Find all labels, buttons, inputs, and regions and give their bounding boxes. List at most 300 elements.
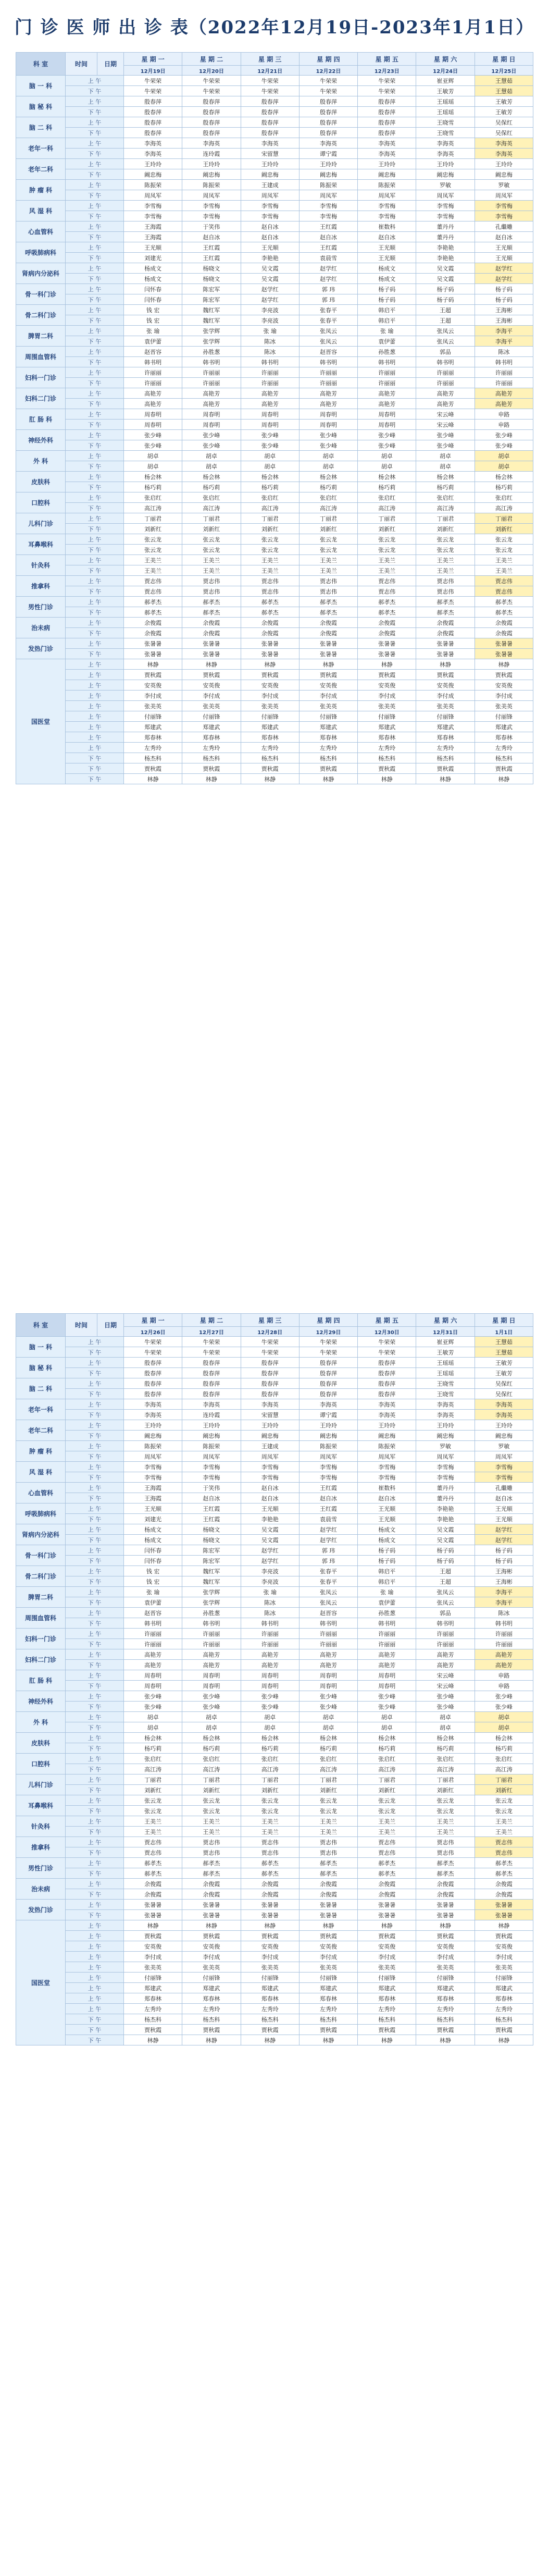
dept-name: 心血管科 — [16, 221, 66, 242]
doctor-cell: 张美英 — [299, 701, 357, 711]
doctor-cell: 王美兰 — [299, 1816, 357, 1827]
doctor-cell: 阚忠梅 — [416, 1431, 475, 1441]
doctor-cell: 李海平 — [475, 336, 533, 347]
doctor-cell: 陈宏军 — [182, 284, 241, 294]
doctor-cell: 郭品 — [416, 347, 475, 357]
period-label: 上 午 — [66, 597, 124, 607]
doctor-cell: 杨杰科 — [416, 2014, 475, 2025]
doctor-cell: 张凤云 — [299, 1587, 357, 1597]
doctor-cell: 牛荣荣 — [358, 86, 416, 96]
doctor-cell: 吴文霞 — [241, 274, 299, 284]
doctor-cell: 周春明 — [241, 409, 299, 420]
doctor-cell: 丁丽君 — [182, 513, 241, 524]
doctor-cell: 贾志伟 — [182, 576, 241, 586]
table-row — [16, 367, 533, 378]
doctor-cell: 张启红 — [124, 492, 182, 503]
doctor-cell: 殷春萍 — [241, 1368, 299, 1378]
doctor-cell: 赵自冰 — [182, 1493, 241, 1503]
doctor-cell: 郝孝杰 — [358, 597, 416, 607]
doctor-cell: 罗敏 — [475, 1441, 533, 1451]
doctor-cell: 余俊霞 — [241, 1889, 299, 1900]
doctor-cell: 王玲玲 — [241, 159, 299, 169]
doctor-cell: 张凤云 — [299, 326, 357, 336]
doctor-cell: 张启红 — [299, 492, 357, 503]
doctor-cell: 于笑伟 — [182, 1483, 241, 1493]
doctor-cell: 殷春萍 — [182, 1378, 241, 1389]
doctor-cell: 王超 — [416, 315, 475, 326]
table-row — [16, 1900, 533, 1910]
doctor-cell: 牛荣荣 — [241, 76, 299, 86]
doctor-cell: 李付成 — [299, 1952, 357, 1962]
doctor-cell: 杨巧莉 — [358, 482, 416, 492]
doctor-cell: 宋留慧 — [241, 1410, 299, 1420]
doctor-cell: 王美兰 — [241, 555, 299, 565]
dept-name: 男性门诊 — [16, 597, 66, 618]
doctor-cell: 贾秋霞 — [416, 670, 475, 680]
doctor-cell: 殷春萍 — [358, 1378, 416, 1389]
doctor-cell: 郝孝杰 — [475, 1858, 533, 1868]
period-label: 上 午 — [66, 1962, 124, 1973]
doctor-cell: 申路 — [475, 420, 533, 430]
doctor-cell: 董丹丹 — [416, 221, 475, 232]
period-label: 上 午 — [66, 1941, 124, 1952]
doctor-cell: 袁伊蕾 — [124, 336, 182, 347]
doctor-cell: 张启红 — [475, 492, 533, 503]
doctor-cell: 许丽丽 — [416, 367, 475, 378]
doctor-cell: 许丽丽 — [475, 378, 533, 388]
doctor-cell: 韩书明 — [124, 1618, 182, 1629]
doctor-cell: 李海平 — [475, 1587, 533, 1597]
dept-name: 发热门诊 — [16, 1900, 66, 1920]
doctor-cell: 赵学红 — [299, 274, 357, 284]
doctor-cell: 杨晓文 — [182, 263, 241, 274]
doctor-cell: 郑建武 — [299, 722, 357, 732]
doctor-cell: 韩书明 — [358, 1618, 416, 1629]
doctor-cell: 王慧茹 — [475, 1347, 533, 1358]
doctor-cell: 张云龙 — [124, 1795, 182, 1806]
doctor-cell: 杨杰科 — [182, 2014, 241, 2025]
doctor-cell: 付丽锋 — [182, 711, 241, 722]
doctor-cell: 付丽锋 — [299, 1973, 357, 1983]
doctor-cell: 林静 — [299, 659, 357, 670]
doctor-cell: 高艳芳 — [299, 388, 357, 399]
period-label: 下 午 — [66, 545, 124, 555]
doctor-cell: 殷春萍 — [358, 117, 416, 128]
doctor-cell: 王美兰 — [299, 1827, 357, 1837]
doctor-cell: 牛荣荣 — [124, 1337, 182, 1347]
doctor-cell: 张美英 — [299, 1962, 357, 1973]
doctor-cell: 殷春萍 — [182, 117, 241, 128]
doctor-cell: 张云龙 — [182, 1806, 241, 1816]
period-label: 上 午 — [66, 680, 124, 691]
doctor-cell: 王美兰 — [475, 1827, 533, 1837]
dept-name: 呼吸肺病科 — [16, 1503, 66, 1524]
doctor-cell: 周春明 — [358, 1681, 416, 1691]
doctor-cell: 高艳芳 — [182, 388, 241, 399]
doctor-cell: 赵学红 — [299, 1524, 357, 1535]
doctor-cell: 韩书明 — [299, 1618, 357, 1629]
period-label: 上 午 — [66, 1712, 124, 1722]
doctor-cell: 张云龙 — [475, 1806, 533, 1816]
doctor-cell: 吴文霞 — [241, 263, 299, 274]
period-label: 上 午 — [66, 263, 124, 274]
doctor-cell: 张 瑜 — [124, 1587, 182, 1597]
doctor-cell: 丁丽君 — [124, 513, 182, 524]
doctor-cell: 胡卓 — [124, 1712, 182, 1722]
doctor-cell: 张美英 — [124, 1962, 182, 1973]
doctor-cell: 李艳艳 — [416, 242, 475, 253]
doctor-cell: 贾秋霞 — [358, 763, 416, 774]
table-row — [16, 1514, 533, 1524]
doctor-cell: 李海英 — [124, 149, 182, 159]
doctor-cell: 张暑暑 — [358, 1910, 416, 1920]
doctor-cell: 付丽锋 — [358, 711, 416, 722]
table-row — [16, 1827, 533, 1837]
doctor-cell: 李艳艳 — [241, 1514, 299, 1524]
doctor-cell: 闫怀春 — [124, 294, 182, 305]
dept-name: 推拿科 — [16, 576, 66, 597]
doctor-cell: 张 瑜 — [241, 326, 299, 336]
doctor-cell: 许丽丽 — [416, 378, 475, 388]
doctor-cell: 王美兰 — [124, 555, 182, 565]
period-label: 上 午 — [66, 1629, 124, 1639]
doctor-cell: 林静 — [358, 659, 416, 670]
doctor-cell: 李海英 — [124, 1399, 182, 1410]
doctor-cell: 赵学红 — [299, 1535, 357, 1545]
doctor-cell: 王晓雪 — [416, 128, 475, 138]
doctor-cell: 付丽锋 — [416, 1973, 475, 1983]
doctor-cell: 李海英 — [416, 138, 475, 149]
doctor-cell: 阚忠梅 — [416, 169, 475, 180]
doctor-cell: 胡卓 — [358, 1712, 416, 1722]
dept-name: 外 科 — [16, 1712, 66, 1733]
table-row — [16, 159, 533, 169]
doctor-cell: 贾秋霞 — [416, 1931, 475, 1941]
doctor-cell: 林静 — [475, 1920, 533, 1931]
doctor-cell: 林静 — [475, 774, 533, 784]
doctor-cell: 张学辉 — [182, 326, 241, 336]
doctor-cell: 杨成文 — [358, 1535, 416, 1545]
period-label: 上 午 — [66, 180, 124, 190]
table-row — [16, 451, 533, 461]
dept-name: 口腔科 — [16, 492, 66, 513]
header-date-value: 12月31日 — [416, 1327, 475, 1337]
doctor-cell: 孙胜葱 — [182, 1608, 241, 1618]
period-label: 上 午 — [66, 1754, 124, 1764]
doctor-cell: 王美兰 — [416, 565, 475, 576]
table-row — [16, 1337, 533, 1347]
doctor-cell: 胡卓 — [299, 1712, 357, 1722]
doctor-cell: 周凤军 — [299, 190, 357, 201]
table-row — [16, 1910, 533, 1920]
doctor-cell: 张少峰 — [299, 1691, 357, 1702]
doctor-cell: 张暑暑 — [124, 649, 182, 659]
doctor-cell: 郝孝杰 — [182, 1868, 241, 1879]
doctor-cell: 殷春萍 — [182, 96, 241, 107]
doctor-cell: 宋云峰 — [416, 1670, 475, 1681]
doctor-cell: 王海霞 — [124, 1483, 182, 1493]
period-label: 下 午 — [66, 232, 124, 242]
doctor-cell: 丁丽君 — [182, 1774, 241, 1785]
doctor-cell: 张暑暑 — [124, 638, 182, 649]
doctor-cell: 安英俊 — [475, 680, 533, 691]
doctor-cell: 余俊霞 — [358, 628, 416, 638]
doctor-cell: 赵自冰 — [358, 232, 416, 242]
doctor-cell: 张暑暑 — [475, 1910, 533, 1920]
doctor-cell: 赵自冰 — [475, 232, 533, 242]
doctor-cell: 陈振荣 — [124, 180, 182, 190]
doctor-cell: 杨杰科 — [358, 2014, 416, 2025]
period-label: 下 午 — [66, 1847, 124, 1858]
doctor-cell: 殷春萍 — [182, 1358, 241, 1368]
doctor-cell: 王敏芳 — [475, 107, 533, 117]
doctor-cell: 贾志伟 — [241, 1847, 299, 1858]
table-row — [16, 597, 533, 607]
doctor-cell: 付丽锋 — [416, 711, 475, 722]
doctor-cell: 王玲玲 — [182, 159, 241, 169]
doctor-cell: 郑春林 — [358, 1993, 416, 2004]
doctor-cell: 赵晋容 — [124, 347, 182, 357]
dept-name: 外 科 — [16, 451, 66, 472]
doctor-cell: 殷春萍 — [299, 117, 357, 128]
doctor-cell: 杨子码 — [358, 284, 416, 294]
doctor-cell: 贾秋霞 — [299, 763, 357, 774]
doctor-cell: 胡卓 — [124, 461, 182, 472]
doctor-cell: 郑春林 — [182, 1993, 241, 2004]
doctor-cell: 张启红 — [416, 492, 475, 503]
doctor-cell: 刘建光 — [124, 1514, 182, 1524]
doctor-cell: 王光顺 — [358, 242, 416, 253]
table-row — [16, 242, 533, 253]
doctor-cell: 李雪梅 — [416, 211, 475, 221]
period-label: 下 午 — [66, 1410, 124, 1420]
doctor-cell: 李付成 — [416, 691, 475, 701]
dept-name: 肛 肠 科 — [16, 409, 66, 430]
doctor-cell: 高江涛 — [182, 1764, 241, 1774]
doctor-cell: 王海彬 — [475, 1576, 533, 1587]
table-row — [16, 1483, 533, 1493]
doctor-cell: 王海彬 — [475, 315, 533, 326]
doctor-cell: 余俊霞 — [241, 1879, 299, 1889]
doctor-cell: 贾秋霞 — [241, 670, 299, 680]
doctor-cell: 张少峰 — [475, 430, 533, 440]
period-label: 下 午 — [66, 357, 124, 367]
doctor-cell: 杨子码 — [416, 284, 475, 294]
doctor-cell: 宋云峰 — [416, 1681, 475, 1691]
doctor-cell: 张 瑜 — [124, 326, 182, 336]
doctor-cell: 李雪梅 — [182, 201, 241, 211]
doctor-cell: 罗敏 — [416, 180, 475, 190]
doctor-cell: 陈振荣 — [124, 1441, 182, 1451]
doctor-cell: 杨杰科 — [299, 753, 357, 763]
doctor-cell: 郑春林 — [416, 1993, 475, 2004]
table-row — [16, 305, 533, 315]
doctor-cell: 贾志伟 — [299, 1837, 357, 1847]
doctor-cell: 张少峰 — [416, 440, 475, 451]
doctor-cell: 郑春林 — [124, 732, 182, 743]
doctor-cell: 李雪梅 — [299, 1462, 357, 1472]
doctor-cell: 王光顺 — [475, 1503, 533, 1514]
doctor-cell: 王美兰 — [475, 555, 533, 565]
doctor-cell: 赵学红 — [475, 1535, 533, 1545]
doctor-cell: 魏红军 — [182, 315, 241, 326]
table-row — [16, 1524, 533, 1535]
table-row — [16, 1649, 533, 1660]
doctor-cell: 周凤军 — [358, 190, 416, 201]
doctor-cell: 孔繼雕 — [475, 1483, 533, 1493]
doctor-cell: 李海英 — [182, 1399, 241, 1410]
doctor-cell: 王玲玲 — [124, 1420, 182, 1431]
doctor-cell: 周春明 — [358, 409, 416, 420]
doctor-cell: 郝孝杰 — [299, 597, 357, 607]
doctor-cell: 贾志伟 — [182, 586, 241, 597]
dept-name: 脑 二 科 — [16, 117, 66, 138]
period-label: 下 午 — [66, 524, 124, 534]
doctor-cell: 林静 — [358, 774, 416, 784]
doctor-cell: 钱 宏 — [124, 315, 182, 326]
doctor-cell: 胡卓 — [416, 1712, 475, 1722]
doctor-cell: 左秀玲 — [416, 2004, 475, 2014]
doctor-cell: 贾志伟 — [416, 1847, 475, 1858]
period-label: 下 午 — [66, 1764, 124, 1774]
doctor-cell: 杨子码 — [475, 284, 533, 294]
doctor-cell: 李雪梅 — [124, 1462, 182, 1472]
doctor-cell: 贾志伟 — [182, 1847, 241, 1858]
doctor-cell: 陈冰 — [241, 336, 299, 347]
table-row — [16, 1785, 533, 1795]
doctor-cell: 钱 宏 — [124, 305, 182, 315]
doctor-cell: 王海彬 — [475, 305, 533, 315]
doctor-cell: 崔亚辉 — [416, 76, 475, 86]
doctor-cell: 高艳芳 — [299, 399, 357, 409]
doctor-cell: 贾秋霞 — [182, 2025, 241, 2035]
doctor-cell: 丁丽君 — [475, 1774, 533, 1785]
doctor-cell: 杨成文 — [124, 274, 182, 284]
dept-name: 老年二科 — [16, 1420, 66, 1441]
doctor-cell: 胡卓 — [182, 1712, 241, 1722]
doctor-cell: 杨会林 — [416, 472, 475, 482]
doctor-cell: 张暑暑 — [182, 1910, 241, 1920]
table-row — [16, 315, 533, 326]
table-row — [16, 2014, 533, 2025]
table-row — [16, 1816, 533, 1827]
doctor-cell: 王玲玲 — [299, 1420, 357, 1431]
table-row — [16, 201, 533, 211]
doctor-cell: 陈冰 — [241, 1597, 299, 1608]
period-label: 上 午 — [66, 1566, 124, 1576]
doctor-cell: 李付成 — [358, 1952, 416, 1962]
table-row — [16, 76, 533, 86]
period-label: 下 午 — [66, 1785, 124, 1795]
doctor-cell: 阚忠梅 — [124, 1431, 182, 1441]
doctor-cell: 贾志伟 — [358, 1847, 416, 1858]
header-weekday: 星 期 六 — [416, 1314, 475, 1327]
doctor-cell: 李雪梅 — [241, 201, 299, 211]
doctor-cell: 贾秋霞 — [475, 763, 533, 774]
doctor-cell: 张少峰 — [124, 440, 182, 451]
table-row — [16, 1670, 533, 1681]
doctor-cell: 牛荣荣 — [182, 86, 241, 96]
doctor-cell: 董丹丹 — [416, 1493, 475, 1503]
header-date-value: 12月25日 — [475, 66, 533, 76]
doctor-cell: 张云龙 — [416, 1795, 475, 1806]
doctor-cell: 殷春萍 — [124, 128, 182, 138]
doctor-cell: 张暑暑 — [299, 638, 357, 649]
period-label: 上 午 — [66, 430, 124, 440]
doctor-cell: 王美兰 — [182, 565, 241, 576]
dept-name: 脑 一 科 — [16, 1337, 66, 1358]
header-date-value: 12月29日 — [299, 1327, 357, 1337]
table-row — [16, 555, 533, 565]
doctor-cell: 安英俊 — [241, 680, 299, 691]
doctor-cell: 高江涛 — [299, 503, 357, 513]
table-row — [16, 2035, 533, 2045]
doctor-cell: 郝孝杰 — [416, 1868, 475, 1879]
table-row — [16, 388, 533, 399]
dept-name: 男性门诊 — [16, 1858, 66, 1879]
doctor-cell: 张凤云 — [416, 1597, 475, 1608]
table-row — [16, 680, 533, 691]
table-row — [16, 691, 533, 701]
doctor-cell: 郑建武 — [299, 1983, 357, 1993]
doctor-cell: 张暑暑 — [241, 1910, 299, 1920]
doctor-cell: 贾秋霞 — [124, 2025, 182, 2035]
doctor-cell: 张少峰 — [241, 440, 299, 451]
doctor-cell: 殷春萍 — [299, 1368, 357, 1378]
doctor-cell: 张少峰 — [182, 440, 241, 451]
doctor-cell: 张云龙 — [475, 545, 533, 555]
doctor-cell: 王美兰 — [358, 555, 416, 565]
doctor-cell: 杨巧莉 — [416, 1743, 475, 1754]
doctor-cell: 于笑伟 — [182, 221, 241, 232]
doctor-cell: 殷春萍 — [124, 1368, 182, 1378]
table-row — [16, 1410, 533, 1420]
doctor-cell: 张少峰 — [182, 1691, 241, 1702]
doctor-cell: 李雪梅 — [182, 211, 241, 221]
doctor-cell: 袁晨雪 — [299, 253, 357, 263]
doctor-cell: 郑春林 — [358, 732, 416, 743]
doctor-cell: 胡卓 — [241, 461, 299, 472]
doctor-cell: 闫怀春 — [124, 1545, 182, 1556]
doctor-cell: 许丽丽 — [358, 367, 416, 378]
doctor-cell: 周凤军 — [182, 190, 241, 201]
doctor-cell: 李海英 — [475, 138, 533, 149]
doctor-cell: 郝孝杰 — [241, 1868, 299, 1879]
doctor-cell: 左秀玲 — [241, 743, 299, 753]
doctor-cell: 刘新红 — [182, 1785, 241, 1795]
doctor-cell: 李海平 — [475, 1597, 533, 1608]
period-label: 上 午 — [66, 691, 124, 701]
doctor-cell: 许丽丽 — [124, 367, 182, 378]
period-label: 上 午 — [66, 221, 124, 232]
doctor-cell: 阚忠梅 — [475, 169, 533, 180]
doctor-cell: 郝孝杰 — [475, 597, 533, 607]
doctor-cell: 贾志伟 — [475, 576, 533, 586]
period-label: 上 午 — [66, 242, 124, 253]
doctor-cell: 郝孝杰 — [299, 607, 357, 618]
doctor-cell: 李雪梅 — [475, 1462, 533, 1472]
period-label: 上 午 — [66, 1837, 124, 1847]
doctor-cell: 王慧茹 — [475, 1337, 533, 1347]
period-label: 下 午 — [66, 169, 124, 180]
doctor-cell: 张启红 — [358, 1754, 416, 1764]
doctor-cell: 杨会林 — [299, 472, 357, 482]
doctor-cell: 许丽丽 — [299, 367, 357, 378]
doctor-cell: 王晓雪 — [416, 1389, 475, 1399]
doctor-cell: 贾志伟 — [416, 1837, 475, 1847]
doctor-cell: 高江涛 — [299, 1764, 357, 1774]
period-label: 上 午 — [66, 1462, 124, 1472]
